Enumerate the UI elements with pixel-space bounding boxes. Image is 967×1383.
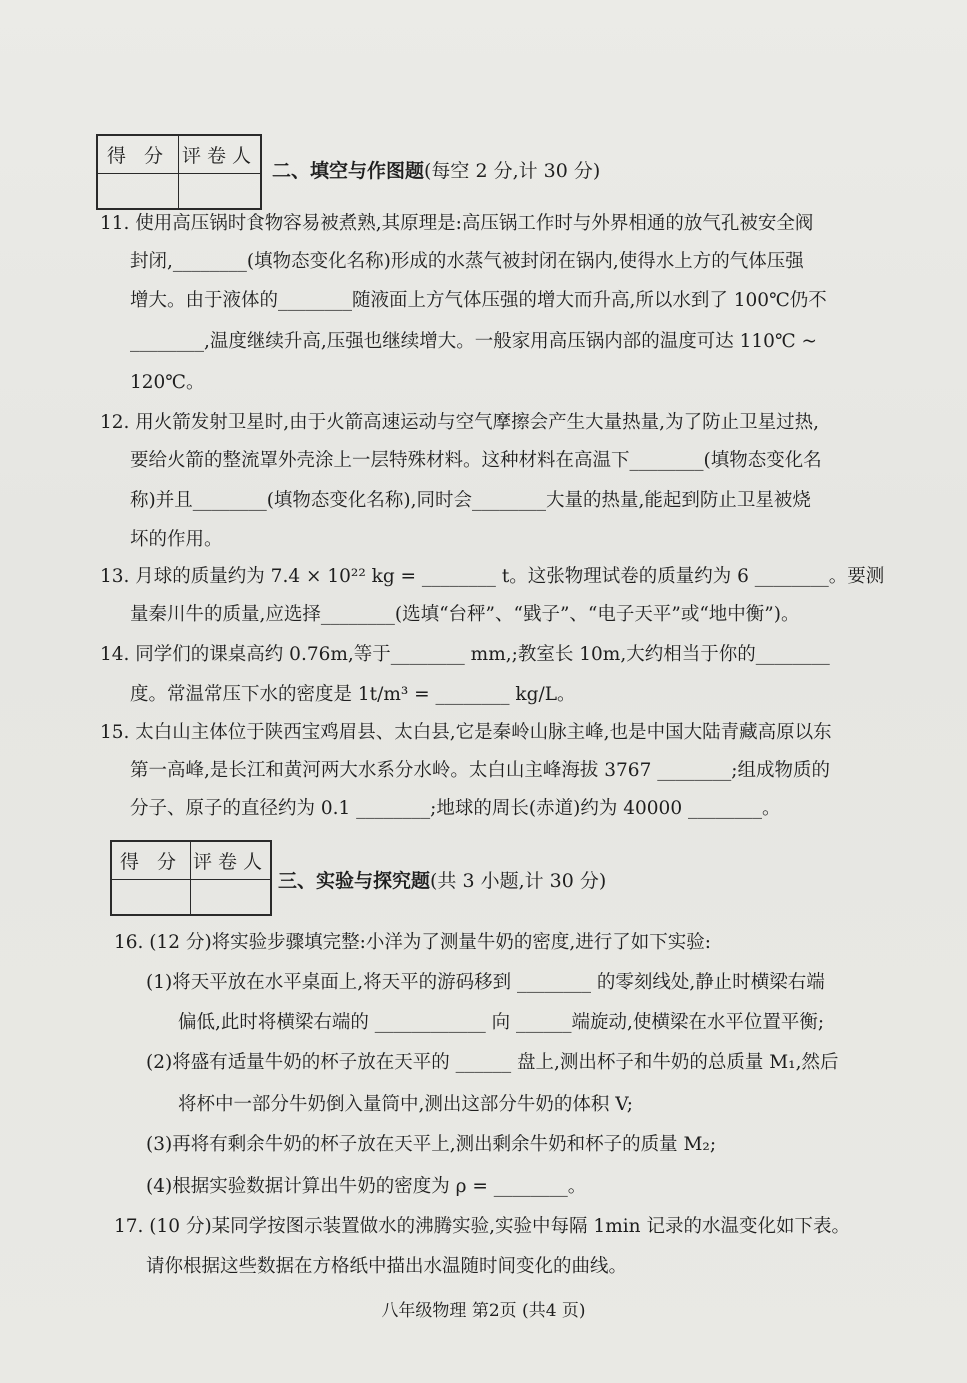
grader-header: 评卷人 xyxy=(179,136,260,174)
text-line: 要给火箭的整流罩外壳涂上一层特殊材料。这种材料在高温下________(填物态变化名 xyxy=(130,450,822,471)
text-line: ________,温度继续升高,压强也继续增大。一般家用高压锅内部的温度可达 110℃ ~ xyxy=(130,331,818,352)
score-header: 得 分 xyxy=(98,136,179,174)
text-line: 第一高峰,是长江和黄河两大水系分水岭。太白山主峰海拔 3767 ________;组成物质的 xyxy=(130,760,830,781)
section-title-fill-blank xyxy=(272,156,600,183)
grader-header: 评卷人 xyxy=(191,842,270,880)
section-note: (共 3 小题,计 30 分) xyxy=(430,870,607,892)
text-line: 称)并且________(填物态变化名称),同时会________大量的热量,能起到防止卫星被烧 xyxy=(130,490,811,511)
grader-cell xyxy=(191,880,270,914)
section-title-text: 二、填空与作图题 xyxy=(272,160,425,182)
text-line: 量秦川牛的质量,应选择________(选填“台秤”、“戥子”、“电子天平”或“地中衡”)。 xyxy=(130,604,800,625)
text-line: 封闭,________(填物态变化名称)形成的水蒸气被封闭在锅内,使得水上方的气体压强 xyxy=(130,251,804,272)
grader-cell xyxy=(179,174,260,208)
text-line: (3)再将有剩余牛奶的杯子放在天平上,测出剩余牛奶和杯子的质量 M₂; xyxy=(146,1134,717,1155)
text-line: 坏的作用。 xyxy=(130,529,223,550)
text-line: 将杯中一部分牛奶倒入量筒中,测出这部分牛奶的体积 V; xyxy=(178,1094,633,1115)
text-line: 请你根据这些数据在方格纸中描出水温随时间变化的曲线。 xyxy=(146,1256,628,1277)
score-cell xyxy=(112,880,191,914)
text-line: 17. (10 分)某同学按图示装置做水的沸腾实验,实验中每隔 1min 记录的水温变化如下表。 xyxy=(114,1216,850,1237)
text-line: 11. 使用高压锅时食物容易被煮熟,其原理是:高压锅工作时与外界相通的放气孔被安全阀 xyxy=(100,213,814,234)
text-line: (1)将天平放在水平桌面上,将天平的游码移到 ________ 的零刻线处,静止时横梁右端 xyxy=(146,972,825,993)
text-line: 增大。由于液体的________随液面上方气体压强的增大而升高,所以水到了 100℃仍不 xyxy=(130,290,827,311)
page-footer: 八年级物理 第2页 (共4 页) xyxy=(381,1301,586,1321)
text-line: 12. 用火箭发射卫星时,由于火箭高速运动与空气摩擦会产生大量热量,为了防止卫星过热, xyxy=(100,412,819,433)
text-line: 14. 同学们的课桌高约 0.76m,等于________ mm,;教室长 10m,大约相当于你的________ xyxy=(100,644,830,665)
text-line: 120℃。 xyxy=(130,372,205,393)
section-title-text: 三、实验与探究题 xyxy=(278,870,431,892)
text-line: 分子、原子的直径约为 0.1 ________;地球的周长(赤道)约为 40000 ________。 xyxy=(130,798,781,819)
text-line: (2)将盛有适量牛奶的杯子放在天平的 ______ 盘上,测出杯子和牛奶的总质量 M₁,然后 xyxy=(146,1052,839,1073)
section-title-experiment xyxy=(278,866,606,893)
text-line: (4)根据实验数据计算出牛奶的密度为 ρ = ________。 xyxy=(146,1176,587,1197)
text-line: 度。常温常压下水的密度是 1t/m³ = ________ kg/L。 xyxy=(130,684,576,705)
text-line: 16. (12 分)将实验步骤填完整:小洋为了测量牛奶的密度,进行了如下实验: xyxy=(114,932,712,953)
score-box-section-3 xyxy=(110,840,272,916)
text-line: 偏低,此时将横梁右端的 ____________ 向 ______端旋动,使横梁在水平位置平衡; xyxy=(178,1012,825,1033)
score-header: 得 分 xyxy=(112,842,191,880)
section-note: (每空 2 分,计 30 分) xyxy=(424,160,601,182)
score-box-section-2 xyxy=(96,134,262,210)
score-cell xyxy=(98,174,179,208)
text-line: 15. 太白山主体位于陕西宝鸡眉县、太白县,它是秦岭山脉主峰,也是中国大陆青藏高原以东 xyxy=(100,722,832,743)
text-line: 13. 月球的质量约为 7.4 × 10²² kg = ________ t。这张物理试卷的质量约为 6 ________。要测 xyxy=(100,566,885,587)
